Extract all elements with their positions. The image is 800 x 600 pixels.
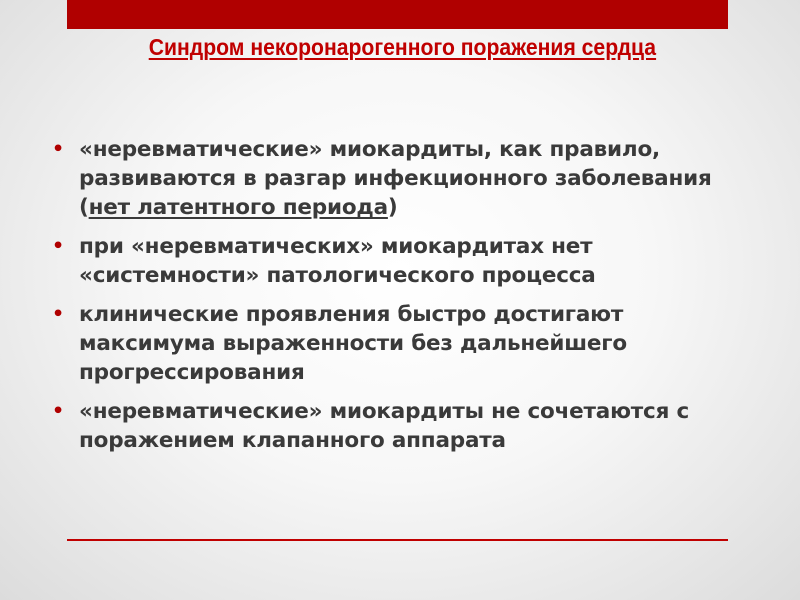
bullet-icon: • [52,235,64,257]
bullet-text: при «неревматических» миокардитах нет «системности» патологического процесса [79,234,596,288]
bullet-text: клинические проявления быстро достигают максимума выраженности без дальнейшего прогрессирования [79,302,627,385]
bullet-text-underlined: нет латентного периода [88,195,388,220]
bullet-text-suffix: ) [387,195,398,220]
bullet-item-4 [52,397,757,455]
bullet-item-1 [52,135,757,222]
slide-title: Синдром некоронарогенного поражения сердца [148,34,657,60]
top-accent-bar [67,0,728,29]
bullet-list [52,135,757,465]
bullet-icon: • [52,303,64,325]
bullet-text: «неревматические» миокардиты не сочетаются с поражением клапанного аппарата [79,399,690,453]
bullet-item-3 [52,300,757,387]
bullet-item-2 [52,232,757,290]
bullet-text: «неревматические» миокардиты, как правило, развиваются в разгар инфекционного заболевания ( [79,137,712,220]
bottom-divider [67,539,728,541]
bullet-icon: • [52,138,64,160]
bullet-icon: • [52,400,64,422]
